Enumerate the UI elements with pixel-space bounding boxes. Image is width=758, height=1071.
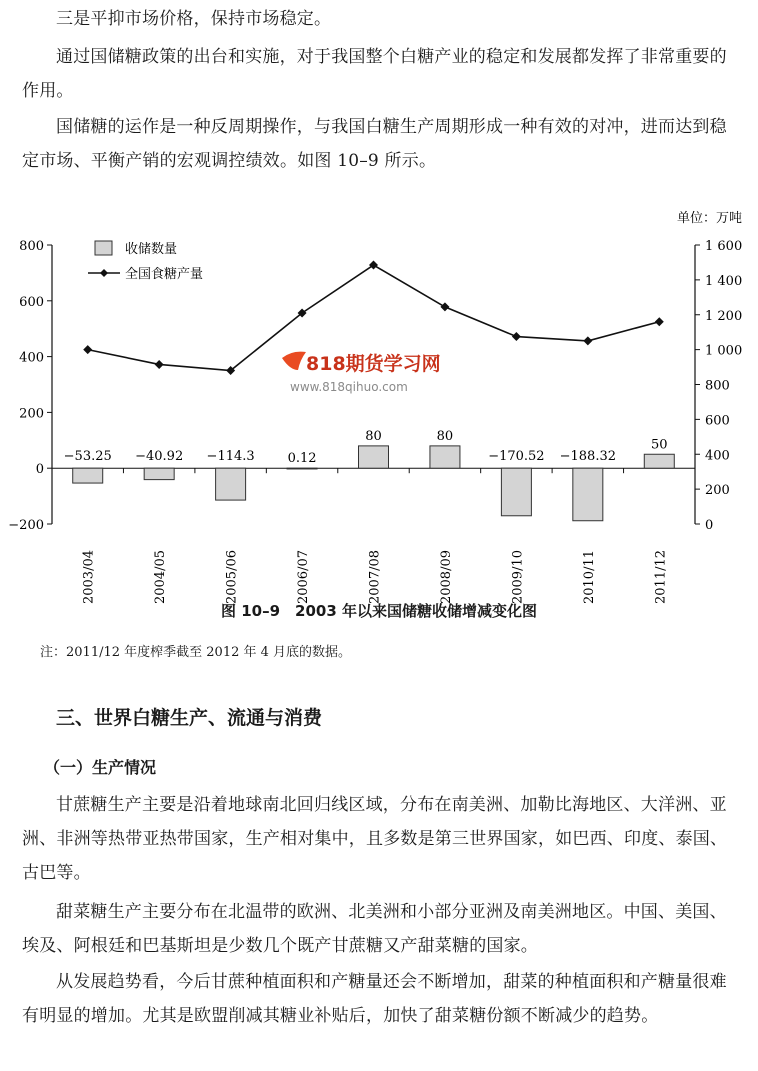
paragraph-5: 甜菜糖生产主要分布在北温带的欧洲、北美洲和小部分亚洲及南美洲地区。中国、美国、埃及、阿根廷和巴基斯坦是少数几个既产甘蔗糖又产甜菜糖的国家。 [22, 902, 727, 956]
chart-figure [0, 200, 758, 620]
line-point [440, 302, 449, 311]
right-axis-tick-label: 400 [705, 448, 730, 464]
paragraph-1: 三是平抑市场价格，保持市场稳定。 [56, 9, 332, 29]
paragraph-2: 通过国储糖政策的出台和实施，对于我国整个白糖产业的稳定和发展都发挥了非常重要的作用。 [22, 47, 727, 101]
bar [144, 468, 174, 479]
watermark-title: 818期货学习网 [306, 353, 441, 375]
left-axis-tick-label: 600 [19, 294, 44, 310]
bar-value-label: −53.25 [63, 449, 112, 465]
figure-caption: 图 10–9 2003 年以来国储糖收储增减变化图 [220, 602, 537, 620]
x-tick-label: 2007/08 [367, 549, 383, 604]
chart-legend [88, 241, 203, 282]
left-axis-tick-label: 800 [19, 239, 44, 254]
left-axis-tick-label: 400 [19, 350, 44, 366]
bar [287, 468, 317, 469]
bar [73, 468, 103, 483]
legend-line-label: 全国食糖产量 [125, 267, 204, 282]
right-axis-tick-label: 200 [705, 483, 730, 499]
bar [359, 446, 389, 468]
left-axis-tick-label: −200 [8, 518, 44, 533]
x-tick-label: 2010/11 [581, 549, 597, 604]
x-tick-label: 2003/04 [81, 549, 97, 604]
line-point [369, 261, 378, 270]
line-point [655, 317, 664, 326]
left-axis-tick-label: 0 [35, 462, 44, 478]
right-axis-tick-label: 1 600 [705, 239, 743, 254]
legend-bar-swatch [95, 241, 112, 255]
right-axis-tick-label: 800 [705, 378, 730, 394]
watermark-url: www.818qihuo.com [290, 380, 408, 394]
x-tick-label: 2004/05 [153, 549, 169, 604]
right-axis-tick-label: 1 400 [705, 273, 743, 289]
bar [216, 468, 246, 500]
watermark-logo-icon [282, 352, 306, 370]
legend-bar-label: 收储数量 [125, 242, 178, 257]
bar-value-label: −40.92 [135, 449, 184, 465]
x-tick-label: 2009/10 [510, 549, 526, 604]
line-point [512, 332, 521, 341]
line-point [583, 336, 592, 345]
bar [501, 468, 531, 516]
line-point [83, 345, 92, 354]
right-axis-tick-label: 1 000 [705, 343, 743, 359]
bar [644, 454, 674, 468]
line-point [155, 360, 164, 369]
x-tick-label: 2011/12 [653, 549, 669, 604]
bar-value-label: 80 [436, 428, 454, 444]
right-axis-tick-label: 1 200 [705, 308, 743, 324]
section-title: 三、世界白糖生产、流通与消费 [56, 707, 323, 729]
x-tick-labels [82, 550, 669, 604]
x-tick-label: 2006/07 [296, 549, 312, 604]
bar [430, 446, 460, 468]
bar-value-label: −170.52 [488, 449, 545, 465]
bar-value-label: −188.32 [559, 449, 617, 465]
unit-label: 单位：万吨 [676, 211, 742, 226]
right-axis-tick-label: 600 [705, 413, 730, 429]
bar-value-label: −114.3 [206, 449, 255, 465]
paragraph-4: 甘蔗糖生产主要是沿着地球南北回归线区域，分布在南美洲、加勒比海地区、大洋洲、亚洲、非洲等热带亚热带国家，生产相对集中，且多数是第三世界国家，如巴西、印度、泰国、古巴等。 [22, 795, 728, 883]
x-tick-label: 2005/06 [224, 549, 240, 604]
bar [573, 468, 603, 521]
legend-line-marker [100, 269, 108, 277]
bar-value-label: 80 [365, 428, 382, 444]
x-tick-label: 2008/09 [438, 549, 454, 604]
right-axis-tick-label: 0 [705, 518, 714, 533]
left-axis-tick-label: 200 [19, 406, 44, 422]
figure-note: 注：2011/12 年度榨季截至 2012 年 4 月底的数据。 [40, 645, 352, 660]
paragraph-3: 国储糖的运作是一种反周期操作，与我国白糖生产周期形成一种有效的对冲，进而达到稳定市场、平衡产销的宏观调控绩效。如图 10–9 所示。 [22, 117, 727, 171]
subsection-title: （一）生产情况 [44, 758, 157, 777]
bar-value-label: 0.12 [287, 451, 317, 467]
site-watermark [282, 352, 441, 394]
bar-value-label: 50 [651, 437, 668, 453]
paragraph-6: 从发展趋势看，今后甘蔗种植面积和产糖量还会不断增加，甜菜的种植面积和产糖量很难有明显的增加。尤其是欧盟削减其糖业补贴后，加快了甜菜糖份额不断减少的趋势。 [22, 972, 727, 1026]
